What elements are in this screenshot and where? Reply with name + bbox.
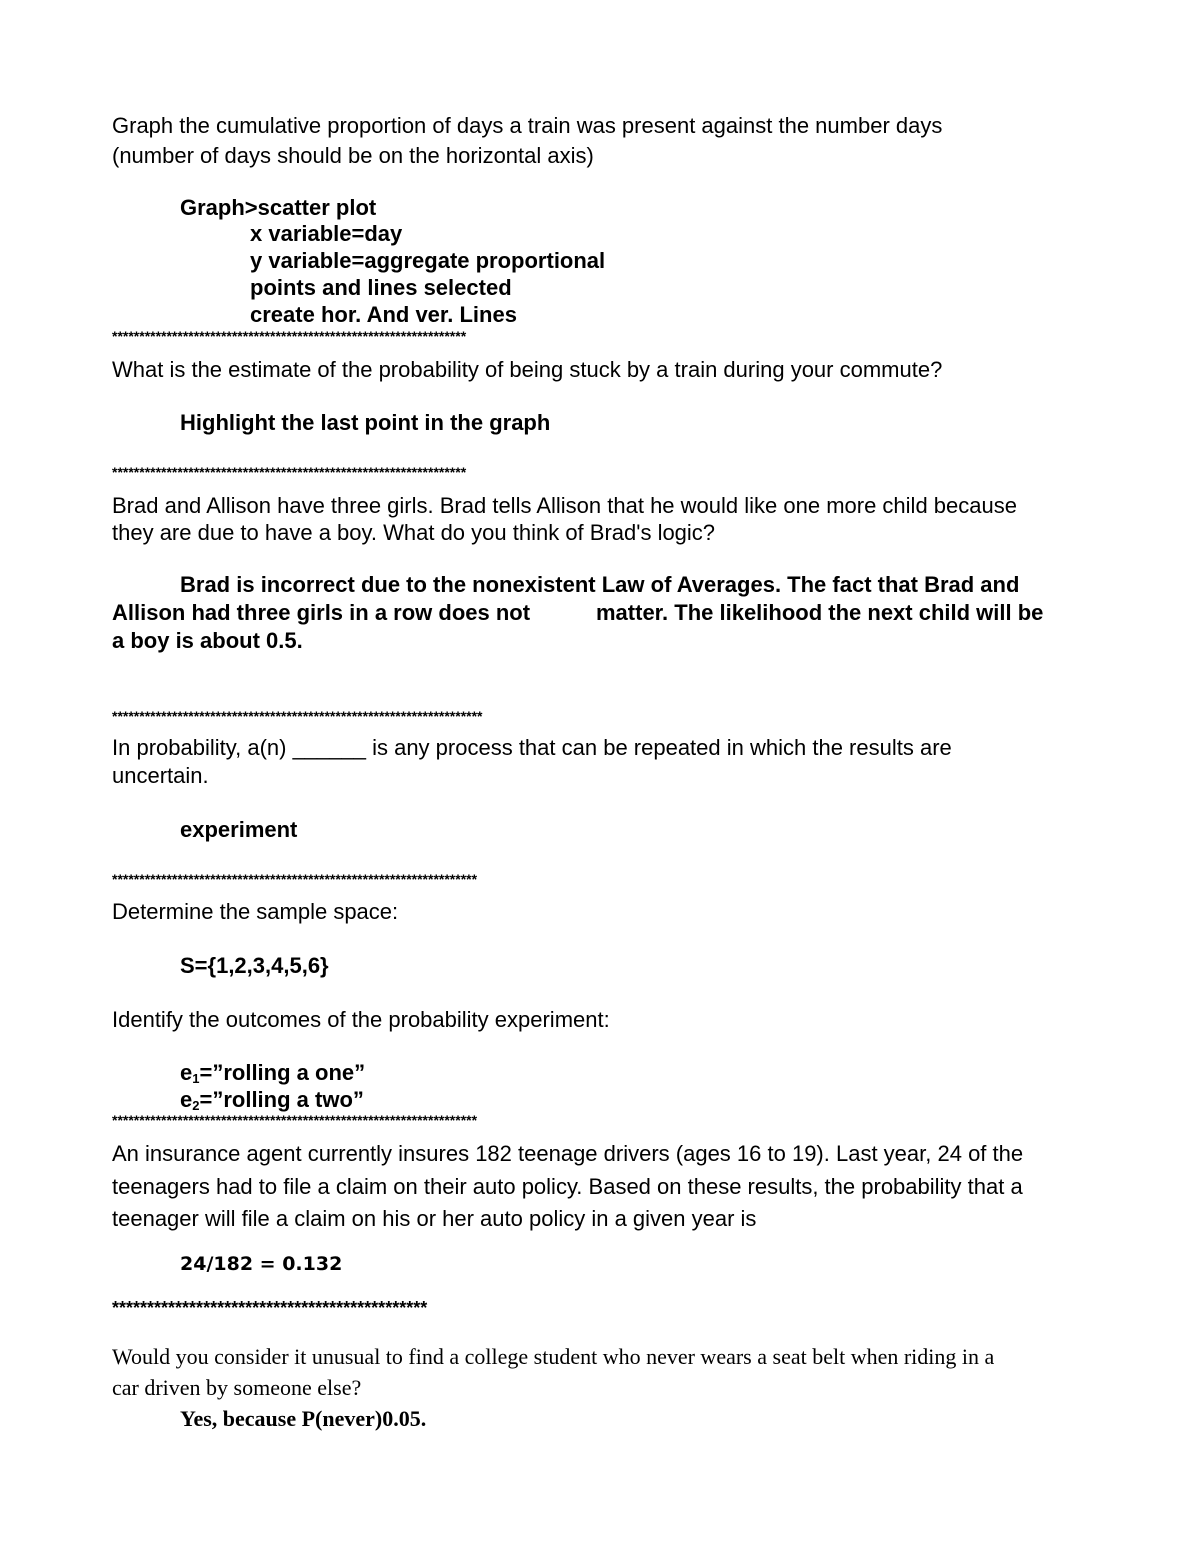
e2-symbol: e xyxy=(180,1087,193,1112)
q2-prompt: What is the estimate of the probability of being stuck by a train during your commute? xyxy=(112,357,943,382)
q3-prompt-line2: they are due to have a boy. What do you think of Brad's logic? xyxy=(112,520,716,545)
q2-answer: Highlight the last point in the graph xyxy=(180,410,551,435)
q4-answer: experiment xyxy=(180,817,298,842)
separator-3: ******************************************************************** xyxy=(112,708,483,724)
q1-answer-line3: y variable=aggregate proportional xyxy=(250,248,606,273)
e1-subscript: 1 xyxy=(192,1071,200,1086)
q7-answer: Yes, because P(never)0.05. xyxy=(180,1406,427,1431)
q1-prompt-line1: Graph the cumulative proportion of days a train was present against the number days xyxy=(112,113,943,138)
q3-answer-line2a: Allison had three girls in a row does not xyxy=(112,600,531,625)
separator-1: ***************************************************************** xyxy=(112,328,467,344)
q1-answer-line2: x variable=day xyxy=(250,221,403,246)
q4-prompt-line1: In probability, a(n) ______ is any process that can be repeated in which the results are xyxy=(112,735,952,760)
q7-prompt-line1: Would you consider it unusual to find a college student who never wears a seat belt when riding in a xyxy=(112,1344,995,1369)
separator-2: ***************************************************************** xyxy=(112,464,467,480)
e1-text: =”rolling a one” xyxy=(199,1060,366,1085)
e1-symbol: e xyxy=(180,1060,193,1085)
q7-prompt-line2: car driven by someone else? xyxy=(112,1375,362,1400)
e2-text: =”rolling a two” xyxy=(199,1087,364,1112)
q6-prompt-line2: teenagers had to file a claim on their auto policy. Based on these results, the probability that a xyxy=(112,1174,1023,1199)
q1-answer-line1: Graph>scatter plot xyxy=(180,195,377,220)
q1-answer-line5: create hor. And ver. Lines xyxy=(250,302,517,327)
e2-subscript: 2 xyxy=(192,1098,200,1113)
q3-prompt-line1: Brad and Allison have three girls. Brad tells Allison that he would like one more child because xyxy=(112,493,1017,518)
q6-answer: 24/182 = 0.132 xyxy=(180,1253,343,1275)
q3-answer-line2b: matter. The likelihood the next child will be xyxy=(596,600,1044,625)
q3-answer-line1: Brad is incorrect due to the nonexistent Law of Averages. The fact that Brad and xyxy=(180,572,1020,597)
q4-prompt-line2: uncertain. xyxy=(112,763,209,788)
q1-answer-line4: points and lines selected xyxy=(250,275,512,300)
q5-prompt2: Identify the outcomes of the probability experiment: xyxy=(112,1007,610,1032)
separator-5: ******************************************************************* xyxy=(112,1112,478,1128)
separator-6: ********************************************* xyxy=(112,1298,428,1318)
q6-prompt-line3: teenager will file a claim on his or her auto policy in a given year is xyxy=(112,1206,757,1231)
q6-prompt-line1: An insurance agent currently insures 182 teenage drivers (ages 16 to 19). Last year, 24 of the xyxy=(112,1141,1024,1166)
q5-answer: S={1,2,3,4,5,6} xyxy=(180,953,329,978)
q1-prompt-line2: (number of days should be on the horizontal axis) xyxy=(112,143,594,168)
q3-answer-line3: a boy is about 0.5. xyxy=(112,628,303,653)
q5-prompt: Determine the sample space: xyxy=(112,899,399,924)
separator-4: ******************************************************************* xyxy=(112,871,478,887)
